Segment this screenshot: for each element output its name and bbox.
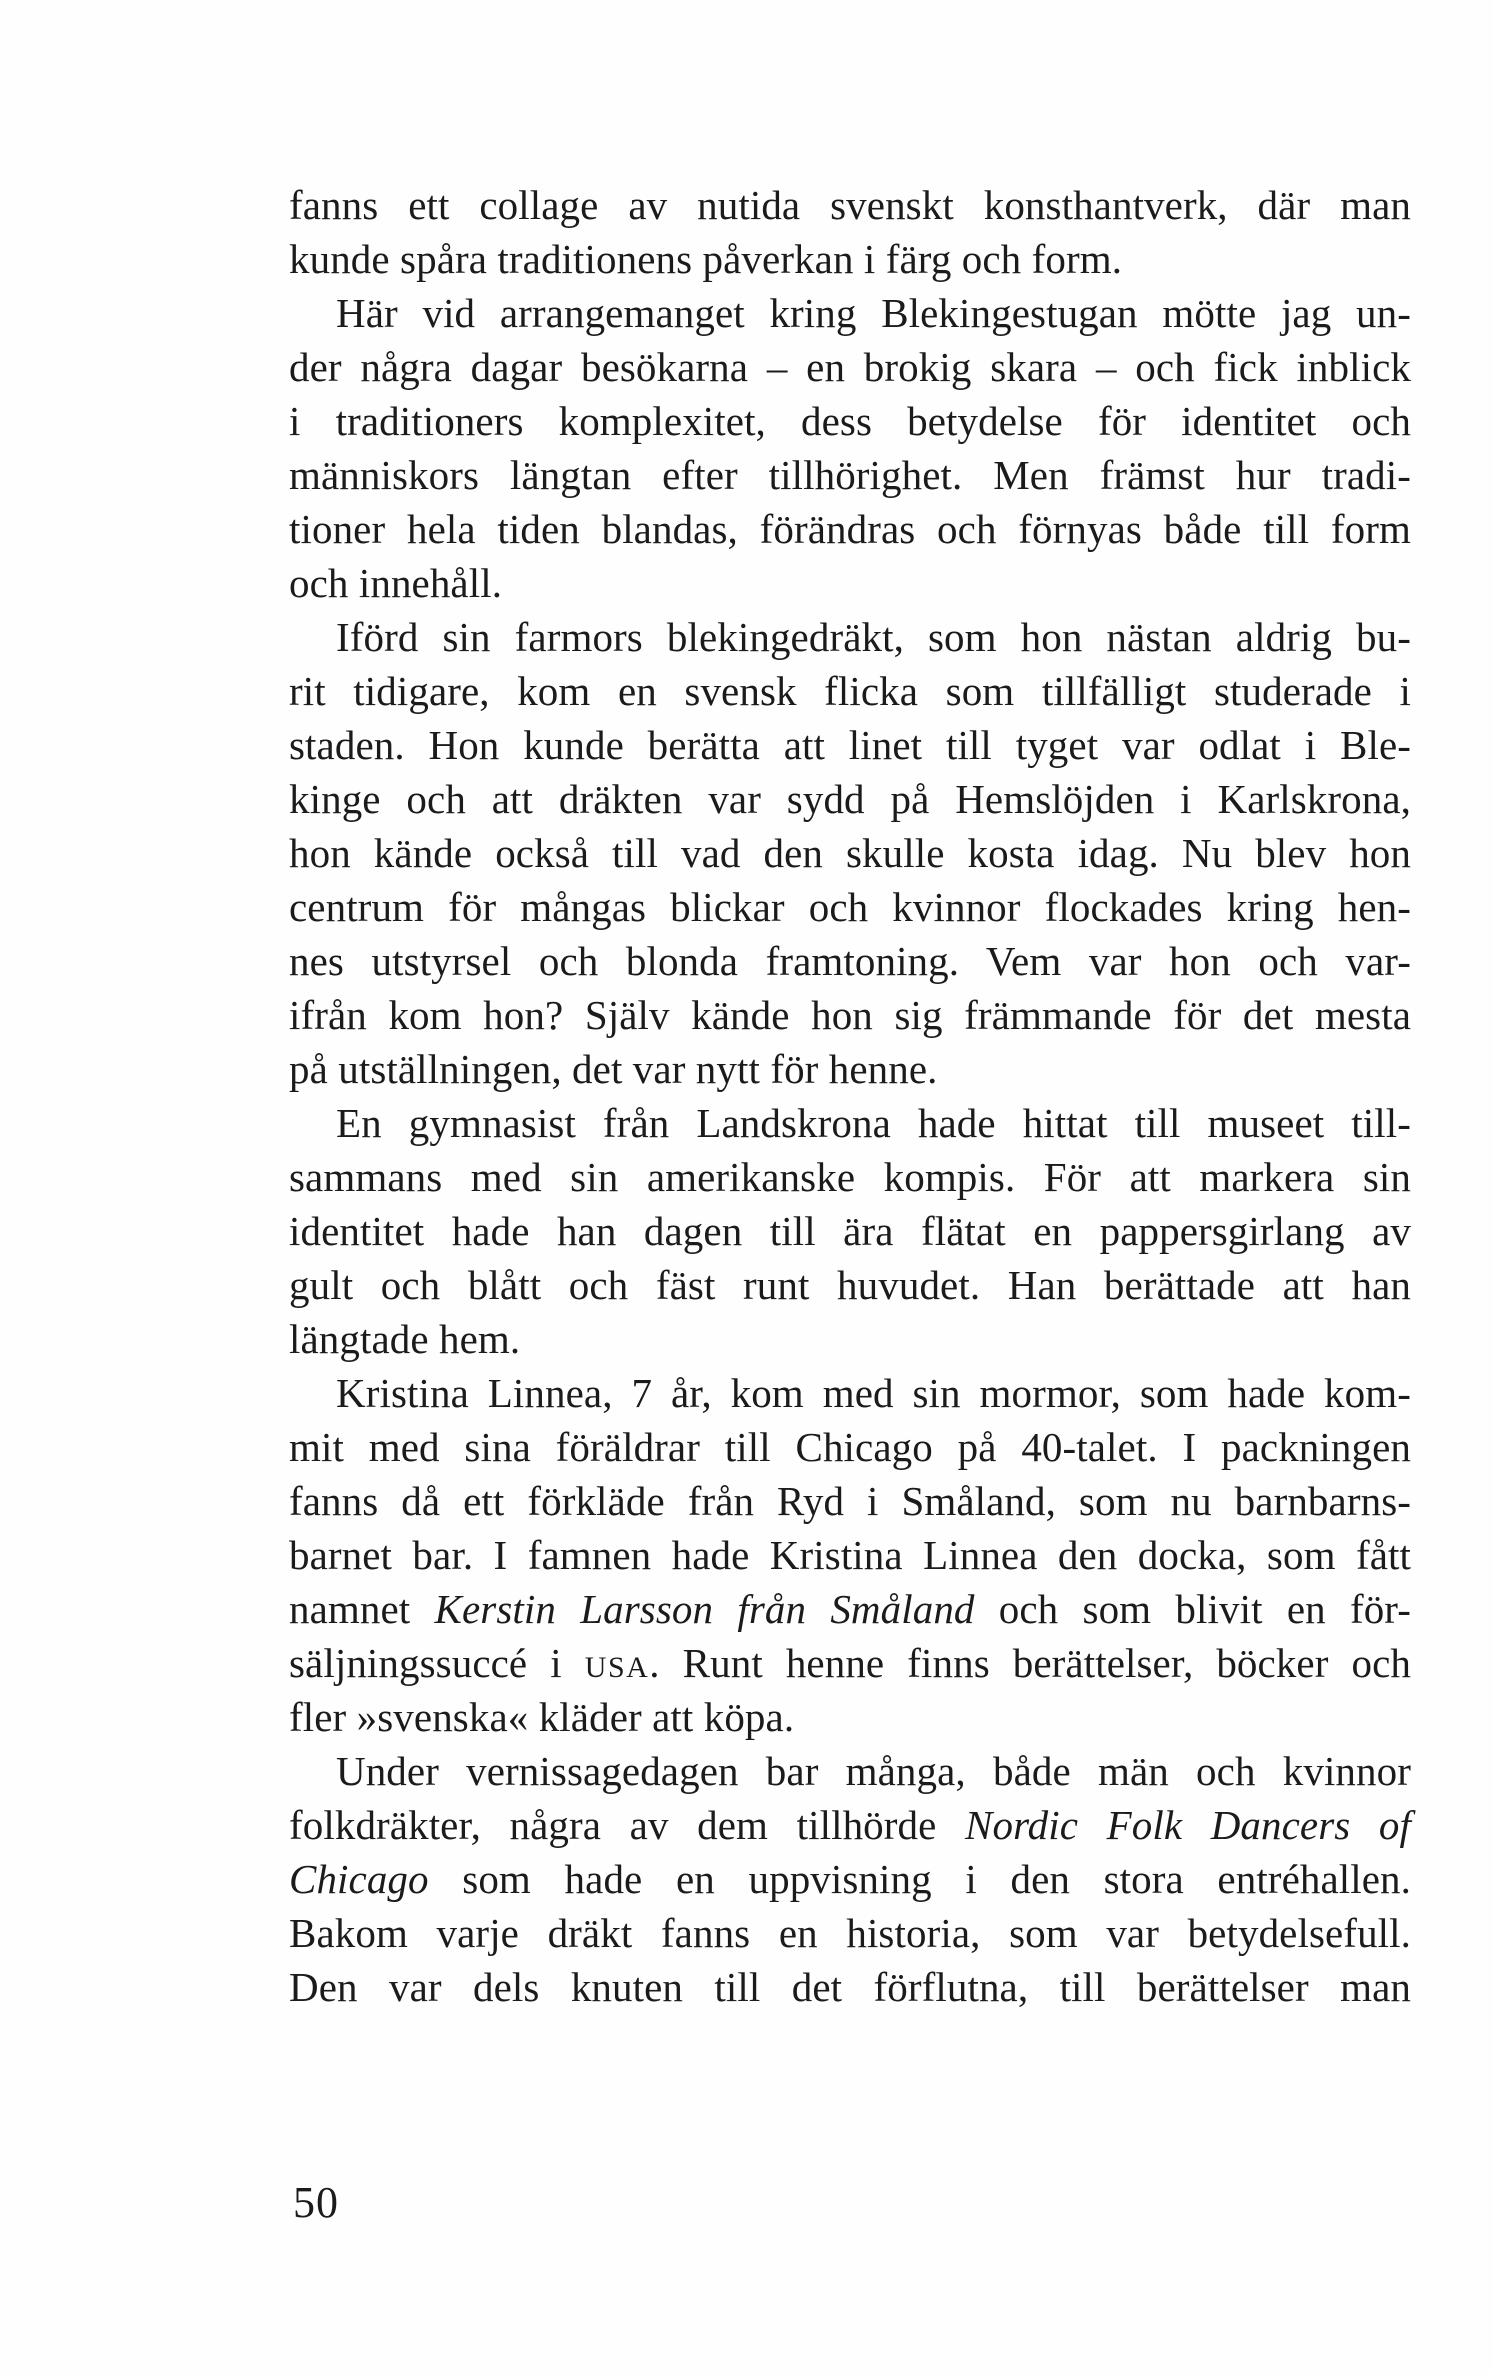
text-line: Iförd sin farmors blekingedräkt, som hon nästan aldrig bu-: [336, 614, 1411, 660]
text-run: namnet: [289, 1586, 435, 1632]
italic-title: Chicago: [289, 1856, 429, 1902]
text-line: tioner hela tiden blandas, förändras och förnyas både till form: [289, 506, 1411, 552]
text-run: säljningssuccé i: [289, 1640, 585, 1686]
text-line: Bakom varje dräkt fanns en historia, som var betydelsefull.: [289, 1910, 1411, 1956]
text-run: . Runt henne finns berättelser, böcker och: [649, 1640, 1411, 1686]
text-line: ifrån kom hon? Själv kände hon sig främmande för det mesta: [289, 992, 1411, 1038]
text-line: längtade hem.: [289, 1316, 521, 1362]
text-line: fanns ett collage av nutida svenskt konsthantverk, där man: [289, 182, 1411, 228]
text-line: centrum för mångas blickar och kvinnor flockades kring hen-: [289, 884, 1411, 930]
italic-title: Nordic Folk Dancers of: [965, 1802, 1411, 1848]
text-line: på utställningen, det var nytt för henne.: [289, 1046, 938, 1092]
text-line: fanns då ett förkläde från Ryd i Småland, som nu barnbarns-: [289, 1478, 1411, 1524]
text-line: [289, 1798, 1411, 1852]
text-line: nes utstyrsel och blonda framtoning. Vem var hon och var-: [289, 938, 1411, 984]
text-line: barnet bar. I famnen hade Kristina Linnea den docka, som fått: [289, 1532, 1411, 1578]
text-run: som hade en uppvisning i den stora entréhallen.: [428, 1856, 1411, 1902]
italic-title: Kerstin Larsson från Småland: [434, 1586, 975, 1632]
text-line: Här vid arrangemanget kring Blekingestugan mötte jag un-: [336, 290, 1411, 336]
text-line: der några dagar besökarna – en brokig skara – och fick inblick: [289, 344, 1411, 390]
text-line: mit med sina föräldrar till Chicago på 40-talet. I packningen: [289, 1424, 1411, 1470]
page-number: 50: [293, 2178, 339, 2227]
text-line: hon kände också till vad den skulle kosta idag. Nu blev hon: [289, 830, 1411, 876]
text-line: [289, 1636, 1411, 1690]
text-line: gult och blått och fäst runt huvudet. Han berättade att han: [289, 1262, 1411, 1308]
text-line: kinge och att dräkten var sydd på Hemslöjden i Karlskrona,: [289, 776, 1411, 822]
text-line: staden. Hon kunde berätta att linet till tyget var odlat i Ble-: [289, 722, 1411, 768]
body-text: [289, 178, 1411, 2014]
text-line: sammans med sin amerikanske kompis. För att markera sin: [289, 1154, 1411, 1200]
text-line: kunde spåra traditionens påverkan i färg och form.: [289, 236, 1123, 282]
text-run: folkdräkter, några av dem tillhörde: [289, 1802, 966, 1848]
text-line: i traditioners komplexitet, dess betydelse för identitet och: [289, 398, 1411, 444]
text-line: [289, 1582, 1411, 1636]
text-line: rit tidigare, kom en svensk flicka som tillfälligt studerade i: [289, 668, 1411, 714]
text-line: Under vernissagedagen bar många, både män och kvinnor: [336, 1748, 1411, 1794]
text-line: Den var dels knuten till det förflutna, till berättelser man: [289, 1964, 1411, 2010]
text-line: identitet hade han dagen till ära flätat en pappersgirlang av: [289, 1208, 1411, 1254]
text-line: människors längtan efter tillhörighet. Men främst hur tradi-: [289, 452, 1411, 498]
text-run: och som blivit en för-: [974, 1586, 1411, 1632]
small-caps-abbr: USA: [584, 1651, 650, 1684]
text-line: och innehåll.: [289, 560, 503, 606]
text-line: En gymnasist från Landskrona hade hittat till museet till-: [336, 1100, 1411, 1146]
text-line: [289, 1852, 1411, 1906]
text-line: fler »svenska« kläder att köpa.: [289, 1694, 795, 1740]
text-line: Kristina Linnea, 7 år, kom med sin mormor, som hade kom-: [336, 1370, 1411, 1416]
